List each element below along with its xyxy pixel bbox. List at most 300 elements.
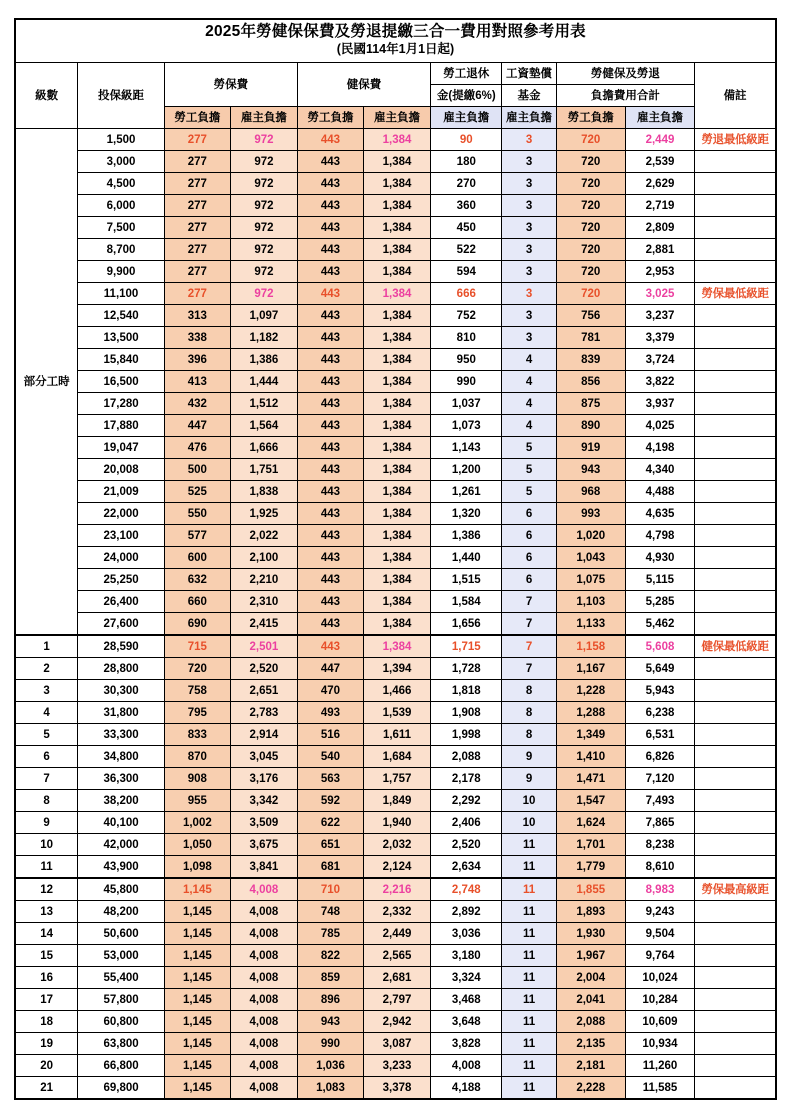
cell-total-employee: 968	[556, 481, 625, 503]
cell-total-employer: 3,379	[625, 327, 694, 349]
cell-total-employee: 839	[556, 349, 625, 371]
cell-labor-employee: 632	[164, 569, 230, 591]
cell-health-employee: 540	[297, 746, 363, 768]
header-pension-employer: 雇主負擔	[431, 107, 502, 129]
cell-health-employee: 748	[297, 901, 363, 923]
cell-total-employee: 720	[556, 239, 625, 261]
cell-health-employer: 1,384	[363, 305, 430, 327]
cell-total-employer: 7,865	[625, 812, 694, 834]
table-row	[15, 856, 776, 879]
cell-bracket: 8,700	[78, 239, 165, 261]
table-row	[15, 591, 776, 613]
cell-grade: 5	[15, 724, 78, 746]
cell-labor-employer: 3,342	[230, 790, 297, 812]
cell-health-employer: 1,384	[363, 503, 430, 525]
cell-total-employee: 720	[556, 217, 625, 239]
cell-total-employer: 2,449	[625, 129, 694, 151]
cell-total-employer: 3,237	[625, 305, 694, 327]
table-row	[15, 437, 776, 459]
cell-remark	[695, 393, 776, 415]
cell-labor-employee: 1,145	[164, 923, 230, 945]
header-total-employer: 雇主負擔	[625, 107, 694, 129]
cell-pension-employer: 1,143	[431, 437, 502, 459]
cell-total-employer: 3,724	[625, 349, 694, 371]
cell-health-employer: 1,940	[363, 812, 430, 834]
cell-labor-employee: 432	[164, 393, 230, 415]
cell-bracket: 1,500	[78, 129, 165, 151]
cell-pension-employer: 180	[431, 151, 502, 173]
table-row	[15, 305, 776, 327]
cell-remark	[695, 923, 776, 945]
cell-labor-employee: 1,145	[164, 967, 230, 989]
cell-labor-employer: 1,564	[230, 415, 297, 437]
cell-labor-employee: 447	[164, 415, 230, 437]
cell-pension-employer: 950	[431, 349, 502, 371]
cell-total-employer: 9,764	[625, 945, 694, 967]
cell-health-employee: 443	[297, 591, 363, 613]
cell-labor-employer: 4,008	[230, 923, 297, 945]
cell-labor-employee: 577	[164, 525, 230, 547]
cell-labor-employer: 4,008	[230, 1011, 297, 1033]
table-row	[15, 680, 776, 702]
cell-remark	[695, 901, 776, 923]
header-combined-sub: 負擔費用合計	[556, 85, 695, 107]
cell-total-employer: 2,809	[625, 217, 694, 239]
cell-health-employer: 2,032	[363, 834, 430, 856]
cell-total-employee: 2,135	[556, 1033, 625, 1055]
cell-total-employer: 11,260	[625, 1055, 694, 1077]
cell-wage-fund: 9	[502, 746, 556, 768]
cell-wage-fund: 10	[502, 812, 556, 834]
cell-bracket: 17,880	[78, 415, 165, 437]
cell-labor-employer: 972	[230, 129, 297, 151]
cell-health-employee: 622	[297, 812, 363, 834]
cell-pension-employer: 270	[431, 173, 502, 195]
cell-health-employer: 3,378	[363, 1077, 430, 1100]
cell-pension-employer: 1,998	[431, 724, 502, 746]
cell-wage-fund: 4	[502, 393, 556, 415]
cell-health-employee: 443	[297, 459, 363, 481]
cell-labor-employer: 1,751	[230, 459, 297, 481]
cell-wage-fund: 5	[502, 459, 556, 481]
cell-remark	[695, 503, 776, 525]
cell-wage-fund: 3	[502, 217, 556, 239]
cell-pension-employer: 4,188	[431, 1077, 502, 1100]
header-wage-employer: 雇主負擔	[502, 107, 556, 129]
cell-total-employee: 720	[556, 261, 625, 283]
cell-health-employer: 1,384	[363, 195, 430, 217]
table-row	[15, 173, 776, 195]
cell-total-employee: 2,041	[556, 989, 625, 1011]
cell-pension-employer: 1,200	[431, 459, 502, 481]
header-grade: 級數	[15, 63, 78, 129]
cell-bracket: 27,600	[78, 613, 165, 636]
cell-total-employer: 7,493	[625, 790, 694, 812]
cell-labor-employee: 525	[164, 481, 230, 503]
table-row	[15, 834, 776, 856]
cell-health-employee: 651	[297, 834, 363, 856]
cell-total-employee: 1,701	[556, 834, 625, 856]
cell-total-employer: 2,881	[625, 239, 694, 261]
cell-labor-employer: 1,444	[230, 371, 297, 393]
cell-pension-employer: 810	[431, 327, 502, 349]
cell-wage-fund: 7	[502, 635, 556, 658]
cell-labor-employee: 277	[164, 261, 230, 283]
cell-total-employer: 5,115	[625, 569, 694, 591]
cell-wage-fund: 11	[502, 989, 556, 1011]
cell-remark	[695, 217, 776, 239]
cell-total-employer: 4,340	[625, 459, 694, 481]
cell-health-employer: 2,942	[363, 1011, 430, 1033]
cell-health-employer: 2,681	[363, 967, 430, 989]
cell-wage-fund: 11	[502, 967, 556, 989]
cell-labor-employer: 4,008	[230, 1033, 297, 1055]
cell-bracket: 28,590	[78, 635, 165, 658]
cell-labor-employer: 4,008	[230, 901, 297, 923]
cell-health-employee: 443	[297, 415, 363, 437]
cell-health-employer: 1,384	[363, 261, 430, 283]
cell-total-employer: 5,608	[625, 635, 694, 658]
cell-total-employee: 756	[556, 305, 625, 327]
cell-bracket: 57,800	[78, 989, 165, 1011]
table-row	[15, 724, 776, 746]
table-row	[15, 195, 776, 217]
cell-pension-employer: 3,180	[431, 945, 502, 967]
cell-total-employer: 6,826	[625, 746, 694, 768]
cell-labor-employee: 908	[164, 768, 230, 790]
cell-labor-employee: 955	[164, 790, 230, 812]
cell-labor-employee: 1,145	[164, 1011, 230, 1033]
cell-total-employer: 5,462	[625, 613, 694, 636]
cell-remark	[695, 195, 776, 217]
header-remark: 備註	[695, 63, 776, 129]
cell-health-employee: 447	[297, 658, 363, 680]
cell-health-employer: 1,384	[363, 591, 430, 613]
cell-grade: 18	[15, 1011, 78, 1033]
cell-grade: 4	[15, 702, 78, 724]
cell-total-employee: 1,043	[556, 547, 625, 569]
cell-remark	[695, 746, 776, 768]
cell-total-employee: 875	[556, 393, 625, 415]
cell-pension-employer: 1,073	[431, 415, 502, 437]
cell-health-employer: 1,384	[363, 459, 430, 481]
cell-remark	[695, 856, 776, 879]
cell-pension-employer: 3,468	[431, 989, 502, 1011]
table-row	[15, 967, 776, 989]
cell-total-employee: 943	[556, 459, 625, 481]
cell-grade: 7	[15, 768, 78, 790]
cell-labor-employer: 2,022	[230, 525, 297, 547]
cell-wage-fund: 3	[502, 305, 556, 327]
cell-labor-employer: 972	[230, 239, 297, 261]
cell-remark	[695, 437, 776, 459]
table-row	[15, 1077, 776, 1100]
cell-total-employer: 4,025	[625, 415, 694, 437]
cell-total-employer: 4,198	[625, 437, 694, 459]
cell-labor-employee: 277	[164, 195, 230, 217]
cell-wage-fund: 4	[502, 415, 556, 437]
cell-remark	[695, 1077, 776, 1100]
cell-grade: 3	[15, 680, 78, 702]
cell-pension-employer: 666	[431, 283, 502, 305]
cell-total-employer: 3,025	[625, 283, 694, 305]
cell-health-employer: 1,384	[363, 349, 430, 371]
cell-pension-employer: 2,634	[431, 856, 502, 879]
cell-pension-employer: 522	[431, 239, 502, 261]
cell-grade: 8	[15, 790, 78, 812]
table-row	[15, 635, 776, 658]
cell-health-employee: 443	[297, 327, 363, 349]
cell-labor-employer: 1,666	[230, 437, 297, 459]
table-row	[15, 481, 776, 503]
cell-health-employer: 2,797	[363, 989, 430, 1011]
cell-health-employee: 443	[297, 173, 363, 195]
cell-remark: 勞保最低級距	[695, 283, 776, 305]
cell-labor-employee: 1,145	[164, 1077, 230, 1100]
cell-health-employer: 1,384	[363, 239, 430, 261]
header-hi-employee: 勞工負擔	[297, 107, 363, 129]
table-row	[15, 746, 776, 768]
cell-pension-employer: 1,320	[431, 503, 502, 525]
cell-labor-employee: 690	[164, 613, 230, 636]
cell-wage-fund: 3	[502, 239, 556, 261]
cell-pension-employer: 3,036	[431, 923, 502, 945]
cell-total-employee: 781	[556, 327, 625, 349]
cell-health-employer: 1,384	[363, 129, 430, 151]
cell-wage-fund: 4	[502, 371, 556, 393]
cell-labor-employee: 1,145	[164, 878, 230, 901]
cell-bracket: 9,900	[78, 261, 165, 283]
cell-pension-employer: 3,324	[431, 967, 502, 989]
cell-health-employee: 516	[297, 724, 363, 746]
table-row	[15, 613, 776, 636]
table-row	[15, 393, 776, 415]
cell-total-employer: 3,822	[625, 371, 694, 393]
cell-remark	[695, 173, 776, 195]
cell-pension-employer: 1,386	[431, 525, 502, 547]
cell-total-employee: 856	[556, 371, 625, 393]
header-bracket: 投保級距	[78, 63, 165, 129]
cell-total-employee: 1,893	[556, 901, 625, 923]
cell-pension-employer: 2,292	[431, 790, 502, 812]
cell-pension-employer: 2,178	[431, 768, 502, 790]
cell-pension-employer: 1,584	[431, 591, 502, 613]
cell-bracket: 38,200	[78, 790, 165, 812]
cell-labor-employer: 1,925	[230, 503, 297, 525]
cell-labor-employee: 1,145	[164, 901, 230, 923]
cell-labor-employee: 1,145	[164, 989, 230, 1011]
cell-wage-fund: 6	[502, 503, 556, 525]
cell-health-employee: 592	[297, 790, 363, 812]
cell-health-employee: 990	[297, 1033, 363, 1055]
table-row	[15, 349, 776, 371]
cell-total-employer: 4,930	[625, 547, 694, 569]
cell-labor-employer: 4,008	[230, 967, 297, 989]
cell-remark	[695, 613, 776, 636]
cell-remark	[695, 525, 776, 547]
cell-total-employer: 2,719	[625, 195, 694, 217]
cell-wage-fund: 3	[502, 261, 556, 283]
cell-total-employer: 7,120	[625, 768, 694, 790]
cell-health-employee: 859	[297, 967, 363, 989]
cell-total-employee: 720	[556, 173, 625, 195]
cell-total-employee: 720	[556, 151, 625, 173]
cell-labor-employee: 277	[164, 239, 230, 261]
cell-health-employee: 443	[297, 195, 363, 217]
table-row	[15, 658, 776, 680]
cell-labor-employer: 2,520	[230, 658, 297, 680]
table-row	[15, 768, 776, 790]
cell-health-employee: 443	[297, 635, 363, 658]
cell-grade: 16	[15, 967, 78, 989]
cell-wage-fund: 6	[502, 525, 556, 547]
cell-health-employer: 1,384	[363, 283, 430, 305]
cell-labor-employee: 870	[164, 746, 230, 768]
cell-labor-employee: 715	[164, 635, 230, 658]
cell-health-employee: 1,083	[297, 1077, 363, 1100]
cell-health-employee: 785	[297, 923, 363, 945]
cell-health-employee: 443	[297, 129, 363, 151]
cell-labor-employee: 660	[164, 591, 230, 613]
cell-health-employer: 2,565	[363, 945, 430, 967]
cell-wage-fund: 3	[502, 327, 556, 349]
cell-health-employee: 470	[297, 680, 363, 702]
cell-health-employer: 1,611	[363, 724, 430, 746]
cell-pension-employer: 4,008	[431, 1055, 502, 1077]
table-row	[15, 261, 776, 283]
cell-bracket: 63,800	[78, 1033, 165, 1055]
cell-labor-employer: 3,841	[230, 856, 297, 879]
table-row	[15, 283, 776, 305]
cell-grade: 13	[15, 901, 78, 923]
cell-labor-employer: 4,008	[230, 1077, 297, 1100]
cell-grade: 14	[15, 923, 78, 945]
cell-total-employee: 1,075	[556, 569, 625, 591]
cell-labor-employer: 2,914	[230, 724, 297, 746]
cell-health-employer: 2,449	[363, 923, 430, 945]
cell-bracket: 7,500	[78, 217, 165, 239]
table-row	[15, 923, 776, 945]
cell-bracket: 11,100	[78, 283, 165, 305]
cell-health-employer: 1,384	[363, 525, 430, 547]
cell-grade: 11	[15, 856, 78, 879]
cell-bracket: 34,800	[78, 746, 165, 768]
cell-wage-fund: 11	[502, 945, 556, 967]
cell-pension-employer: 1,818	[431, 680, 502, 702]
cell-total-employee: 720	[556, 129, 625, 151]
cell-total-employer: 10,284	[625, 989, 694, 1011]
cell-wage-fund: 3	[502, 195, 556, 217]
cell-total-employee: 1,288	[556, 702, 625, 724]
cell-total-employee: 1,547	[556, 790, 625, 812]
cell-pension-employer: 2,748	[431, 878, 502, 901]
cell-grade: 19	[15, 1033, 78, 1055]
header-labor-insurance: 勞保費	[164, 63, 297, 107]
cell-labor-employer: 3,045	[230, 746, 297, 768]
cell-remark	[695, 967, 776, 989]
cell-remark: 勞退最低級距	[695, 129, 776, 151]
cell-remark	[695, 680, 776, 702]
cell-grade: 12	[15, 878, 78, 901]
cell-pension-employer: 1,656	[431, 613, 502, 636]
cell-health-employee: 443	[297, 261, 363, 283]
cell-health-employer: 1,384	[363, 437, 430, 459]
cell-grade: 9	[15, 812, 78, 834]
cell-health-employee: 443	[297, 305, 363, 327]
cell-remark	[695, 371, 776, 393]
cell-total-employer: 8,610	[625, 856, 694, 879]
table-row	[15, 129, 776, 151]
table-row	[15, 989, 776, 1011]
table-row	[15, 547, 776, 569]
cell-wage-fund: 7	[502, 591, 556, 613]
cell-labor-employee: 1,145	[164, 1055, 230, 1077]
cell-health-employer: 1,384	[363, 547, 430, 569]
cell-labor-employee: 1,050	[164, 834, 230, 856]
cell-total-employee: 1,167	[556, 658, 625, 680]
table-row	[15, 503, 776, 525]
cell-labor-employee: 500	[164, 459, 230, 481]
table-row	[15, 151, 776, 173]
cell-wage-fund: 11	[502, 923, 556, 945]
cell-labor-employee: 338	[164, 327, 230, 349]
cell-wage-fund: 10	[502, 790, 556, 812]
cell-health-employer: 1,384	[363, 173, 430, 195]
cell-wage-fund: 8	[502, 680, 556, 702]
cell-labor-employer: 972	[230, 151, 297, 173]
cell-remark	[695, 349, 776, 371]
cell-bracket: 4,500	[78, 173, 165, 195]
cell-labor-employee: 277	[164, 173, 230, 195]
cell-remark	[695, 415, 776, 437]
cell-labor-employer: 1,182	[230, 327, 297, 349]
cell-wage-fund: 11	[502, 1033, 556, 1055]
cell-pension-employer: 3,648	[431, 1011, 502, 1033]
cell-labor-employer: 2,100	[230, 547, 297, 569]
table-row	[15, 371, 776, 393]
cell-remark	[695, 1011, 776, 1033]
cell-labor-employee: 277	[164, 283, 230, 305]
cell-health-employee: 443	[297, 481, 363, 503]
cell-health-employee: 943	[297, 1011, 363, 1033]
cell-bracket: 48,200	[78, 901, 165, 923]
cell-total-employee: 1,133	[556, 613, 625, 636]
cell-remark	[695, 459, 776, 481]
cell-labor-employee: 600	[164, 547, 230, 569]
cell-bracket: 24,000	[78, 547, 165, 569]
cell-bracket: 66,800	[78, 1055, 165, 1077]
cell-health-employee: 443	[297, 239, 363, 261]
cell-bracket: 30,300	[78, 680, 165, 702]
cell-health-employer: 1,384	[363, 151, 430, 173]
cell-health-employee: 1,036	[297, 1055, 363, 1077]
data-rows	[15, 129, 776, 1100]
table-row	[15, 945, 776, 967]
cell-bracket: 20,008	[78, 459, 165, 481]
cell-health-employer: 1,684	[363, 746, 430, 768]
cell-labor-employer: 3,509	[230, 812, 297, 834]
cell-health-employee: 443	[297, 371, 363, 393]
cell-total-employee: 1,471	[556, 768, 625, 790]
cell-health-employer: 1,384	[363, 217, 430, 239]
cell-pension-employer: 450	[431, 217, 502, 239]
cell-wage-fund: 11	[502, 1011, 556, 1033]
cell-labor-employee: 1,145	[164, 945, 230, 967]
table-row	[15, 415, 776, 437]
table-row	[15, 569, 776, 591]
cell-bracket: 36,300	[78, 768, 165, 790]
cell-labor-employer: 972	[230, 173, 297, 195]
